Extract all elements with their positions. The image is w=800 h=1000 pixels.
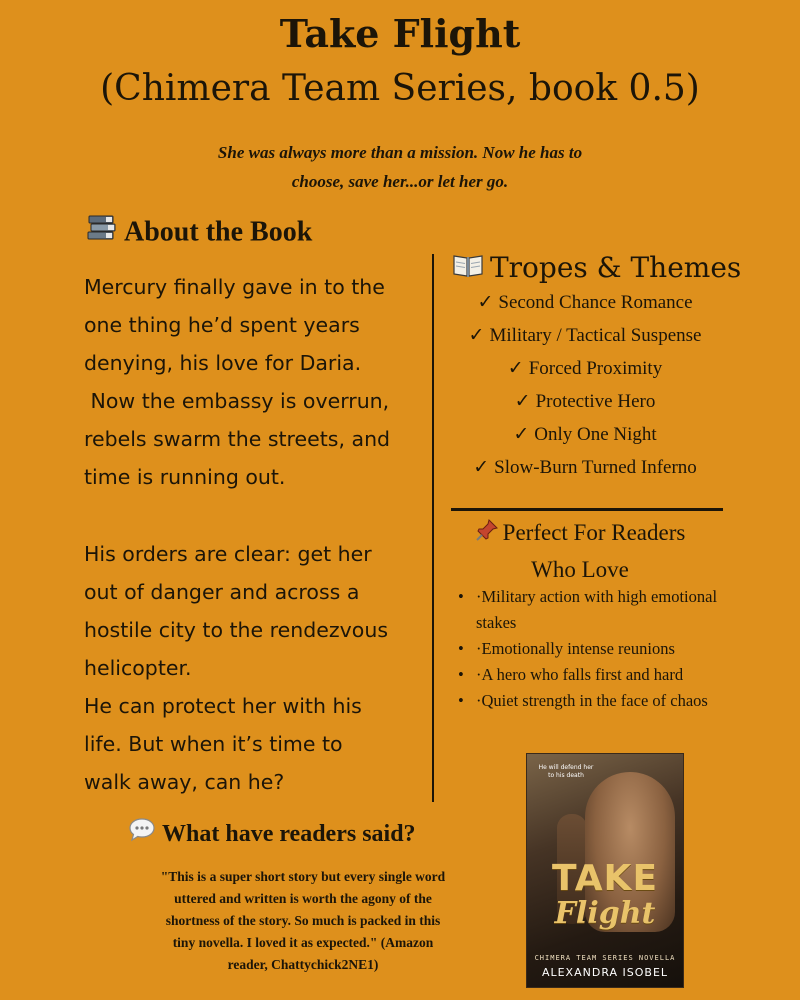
about-paragraph (84, 535, 429, 801)
readers-heading (460, 515, 700, 587)
tagline (150, 138, 650, 196)
cover-title: TAKE (551, 858, 659, 899)
list-item: ✓ Slow-Burn Turned Inferno (473, 456, 697, 478)
series-subtitle: (Chimera Team Series, book 0.5) (100, 68, 700, 109)
speech-bubble-icon (128, 817, 156, 854)
cover-author: ALEXANDRA ISOBEL (541, 966, 669, 979)
horizontal-divider (451, 508, 723, 511)
list-item: ✓ Only One Night (513, 423, 657, 445)
list-item: ✓ Forced Proximity (507, 357, 663, 379)
about-heading (86, 212, 406, 256)
readers-list (455, 584, 725, 714)
list-item: ✓ Military / Tactical Suspense (468, 324, 702, 346)
cover-series: CHIMERA TEAM SERIES NOVELLA (534, 954, 676, 962)
books-icon (86, 212, 118, 256)
checkmark-icon: ✓ (473, 456, 490, 478)
tropes-heading (452, 248, 782, 290)
list-item: • ·Military action with high emotional stakes (455, 584, 725, 636)
cover-title-script: Flight (554, 896, 656, 931)
quote-line: "This is a super short story but every single word (160, 869, 446, 884)
about-paragraph-text: His orders are clear: get her out of danger and across a hostile city to the rendezvous helicopter. He can protect her with his life. But when it’s time to walk away, can he? (84, 542, 388, 794)
readers-heading-line: Who Love (531, 557, 629, 583)
list-item: • ·Quiet strength in the face of chaos (455, 688, 725, 714)
about-paragraph (84, 268, 429, 496)
list-item: ✓ Second Chance Romance (477, 291, 693, 313)
review-quote (128, 866, 478, 976)
about-heading-text: About the Book (124, 216, 313, 248)
quote-line: reader, Chattychick2NE1) (227, 957, 379, 972)
page-title: Take Flight (279, 11, 521, 56)
tagline-line: She was always more than a mission. Now he has to (217, 143, 583, 162)
quote-line: shortness of the story. So much is packed in this (165, 913, 441, 928)
about-paragraph-text: Mercury finally gave in to the one thing he’d spent years denying, his love for Daria. Now the embassy is overrun, rebels swarm the streets, and time is running out. (84, 275, 391, 489)
tropes-heading-text: Tropes & Themes (490, 251, 742, 284)
quote-line: tiny novella. I loved it as expected." (Amazon (172, 935, 434, 950)
reviews-heading (128, 816, 488, 854)
cover-tagline: He will defend her to his death (538, 764, 594, 779)
checkmark-icon: ✓ (513, 423, 530, 445)
checkmark-icon: ✓ (477, 291, 494, 313)
list-item: • ·Emotionally intense reunions (455, 636, 725, 662)
readers-heading-line: Perfect For Readers (460, 515, 700, 552)
checkmark-icon: ✓ (507, 357, 524, 379)
pushpin-icon (475, 517, 499, 552)
checkmark-icon: ✓ (514, 390, 531, 412)
checkmark-icon: ✓ (468, 324, 485, 346)
reviews-heading-text: What have readers said? (162, 821, 416, 847)
quote-line: uttered and written is worth the agony of the (174, 891, 432, 906)
list-item: • ·A hero who falls first and hard (455, 662, 725, 688)
tropes-list (440, 286, 730, 484)
open-book-icon (452, 250, 484, 290)
tagline-line: choose, save her...or let her go. (291, 172, 509, 191)
list-item: ✓ Protective Hero (514, 390, 656, 412)
book-cover (527, 754, 683, 987)
vertical-divider (432, 254, 434, 802)
